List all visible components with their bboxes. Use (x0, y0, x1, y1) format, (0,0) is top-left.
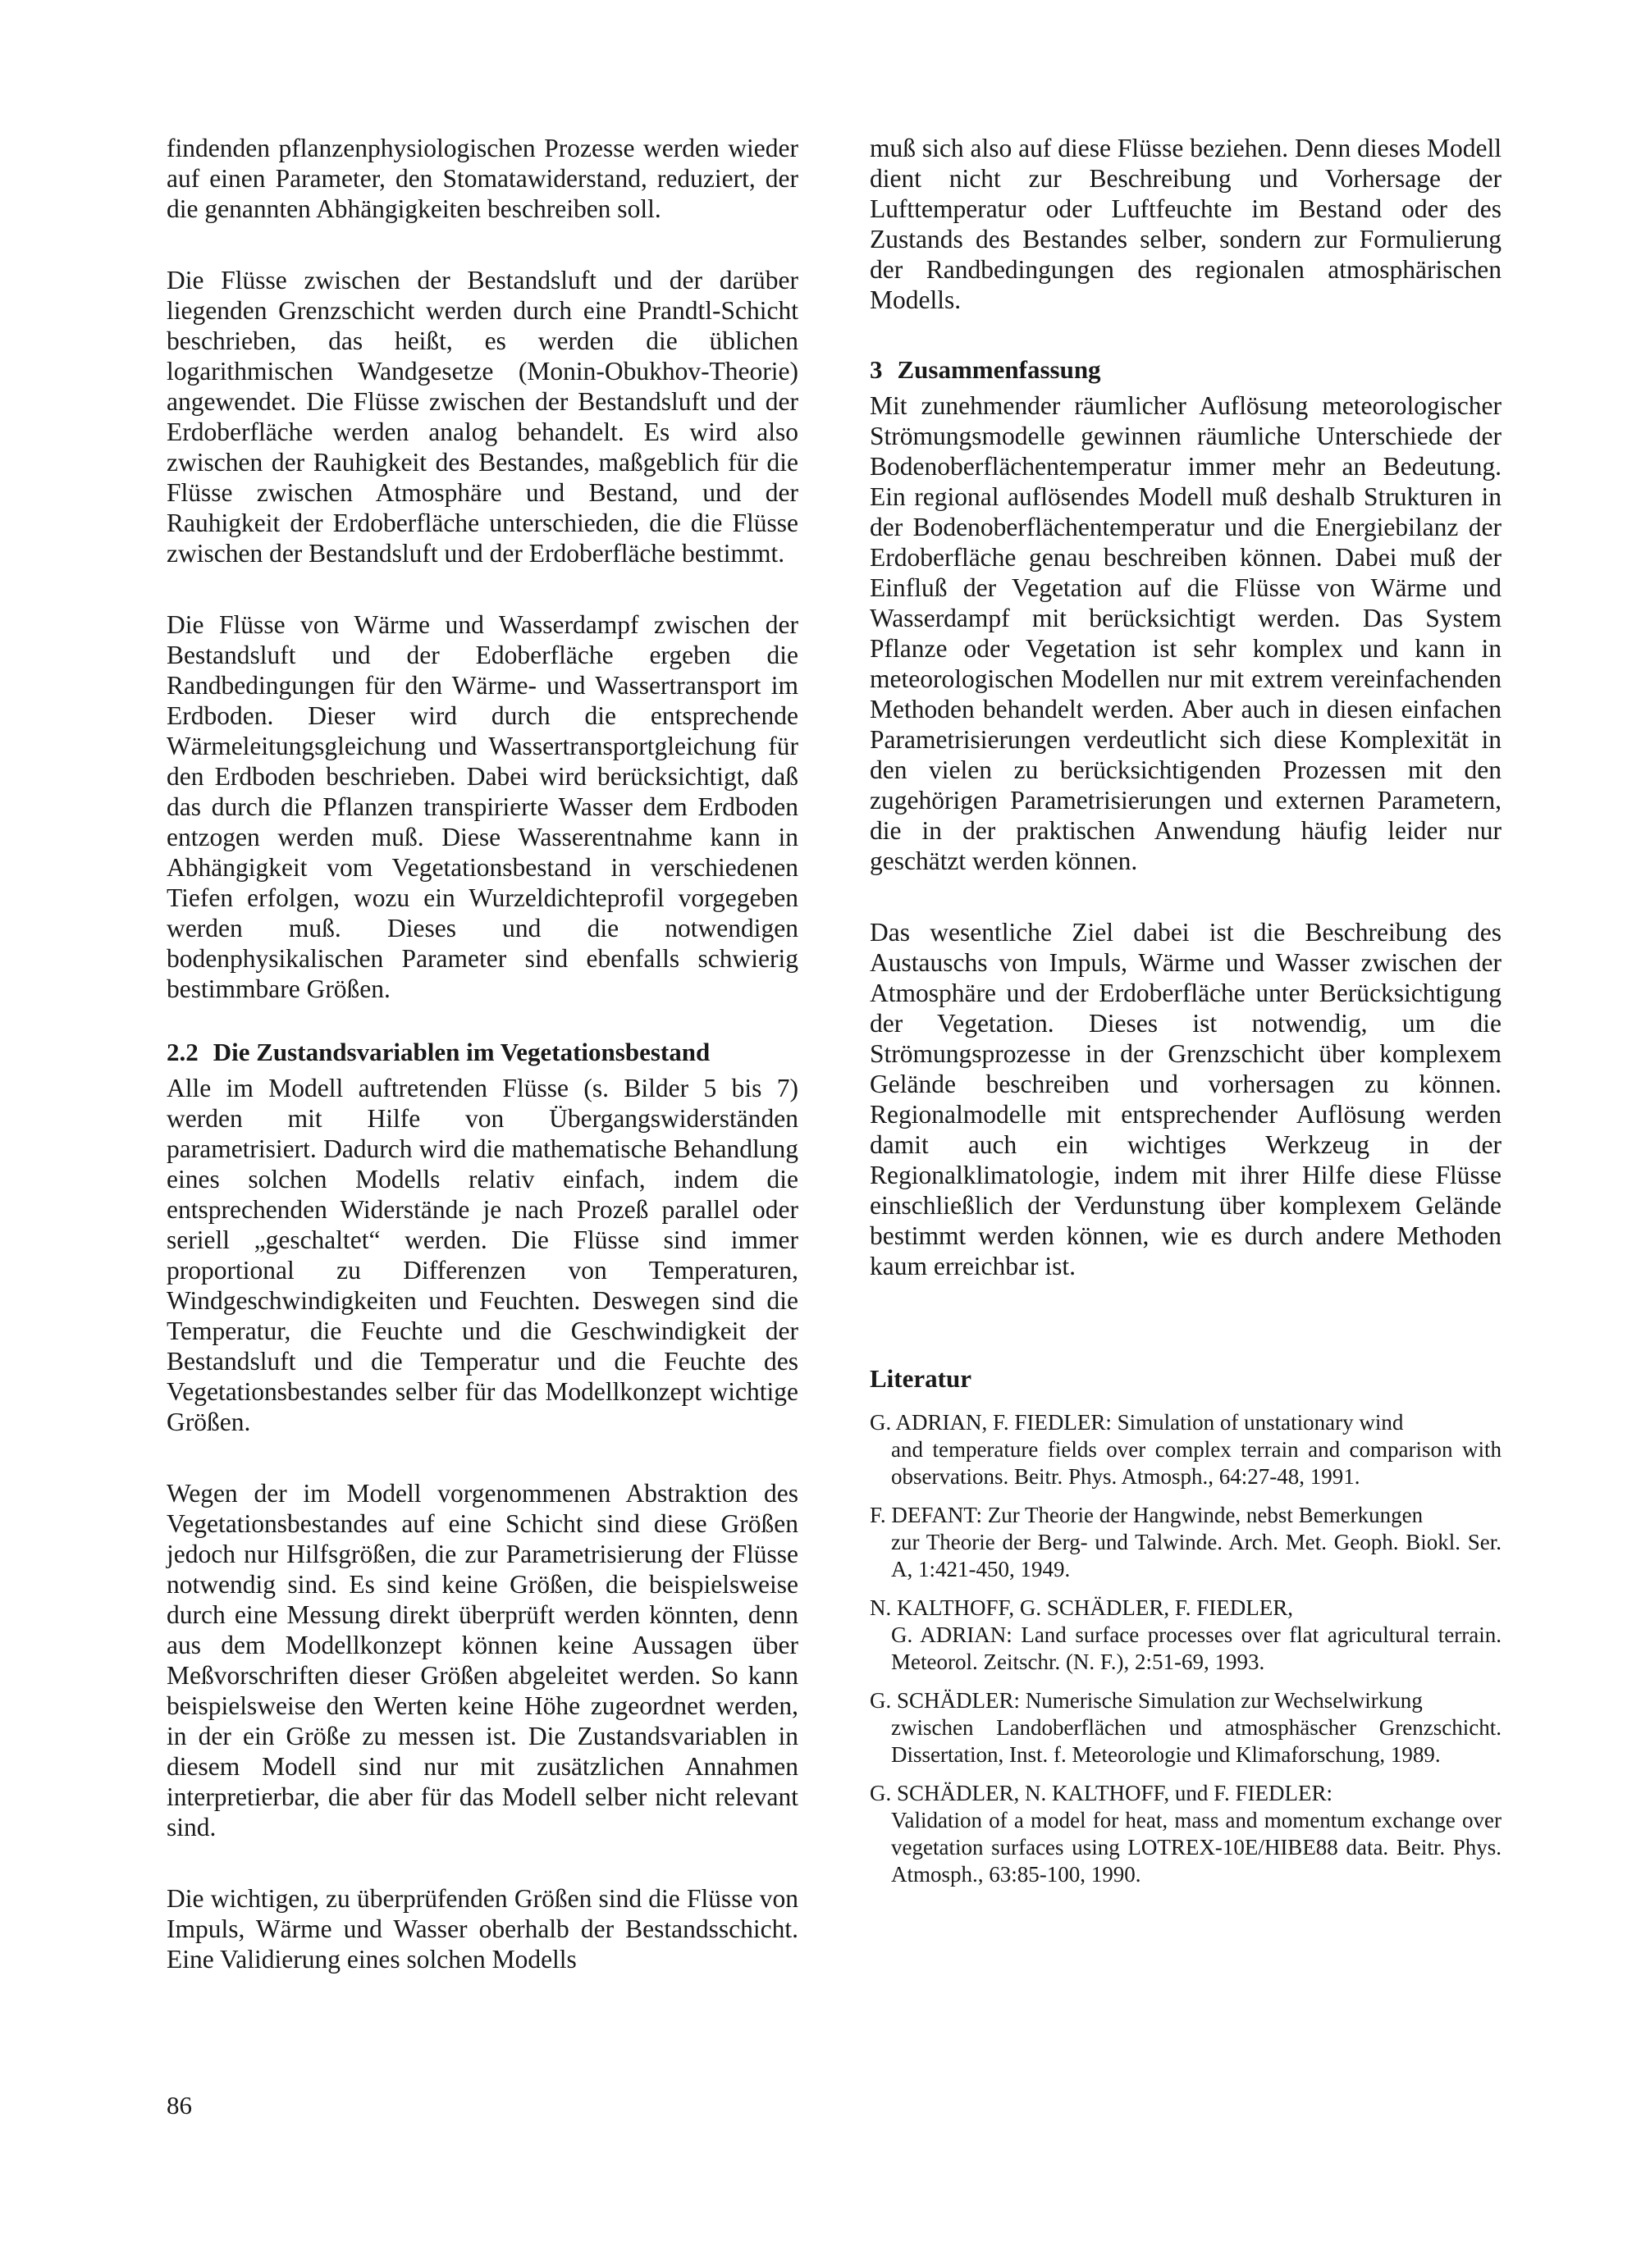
paragraph: muß sich also auf diese Flüsse beziehen. Denn dieses Modell dient nicht zur Beschreibung und Vorhersage der Lufttemperatur oder Luftfeuchte im Bestand oder des Zustands des Bestandes selber, sondern zur Formulierung der Randbedingungen des regionalen atmosphärischen Modells. (870, 134, 1502, 314)
section-number: 3 (870, 355, 883, 384)
paragraph: Mit zunehmender räumlicher Auflösung meteorologischer Strömungsmodelle gewinnen räumliche Unterschiede der Bodenoberflächentemperatur immer mehr an Bedeutung. Ein regional auflösendes Modell muß deshalb Strukturen in der Bodenoberflächentemperatur und die Energiebilanz der Erdoberfläche genau beschreiben können. Dabei muß der Einfluß der Vegetation auf die Flüsse von Wärme und Wasserdampf mit berücksichtigt werden. Das System Pflanze oder Vegetation ist sehr komplex und kann in meteorologischen Modellen nur mit extrem vereinfachenden Methoden behandelt werden. Aber auch in diesen einfachen Parametrisierungen verdeutlicht sich diese Komplexität in den vielen zu berücksichtigenden Prozessen mit den zugehörigen Parametrisierungen und externen Parametern, die in der praktischen Anwendung häufig leider nur geschätzt werden können. (870, 391, 1502, 875)
reference-lead: G. ADRIAN, F. FIEDLER: Simulation of unstationary wind (870, 1410, 1404, 1435)
right-column (870, 133, 1502, 1900)
paragraph: Die wichtigen, zu überprüfenden Größen sind die Flüsse von Impuls, Wärme und Wasser oberhalb der Bestandsschicht. Eine Validierung eines solchen Modells (167, 1884, 798, 1974)
reference-lead: N. KALTHOFF, G. SCHÄDLER, F. FIEDLER, (870, 1595, 1293, 1620)
reference-item (870, 1780, 1502, 1888)
section-heading (167, 1037, 798, 1068)
literature-heading: Literatur (870, 1364, 971, 1393)
section-title: Zusammenfassung (897, 355, 1101, 384)
reference-rest: zur Theorie der Berg- und Talwinde. Arch. Met. Geoph. Biokl. Ser. A, 1:421-450, 1949. (891, 1530, 1502, 1581)
section-number: 2.2 (167, 1038, 199, 1066)
page-number: 86 (167, 2091, 192, 2120)
paragraph: Die Flüsse von Wärme und Wasserdampf zwischen der Bestandsluft und der Edoberfläche ergeben die Randbedingungen für den Wärme- und Wassertransport im Erdboden. Dieser wird durch die entsprechende Wärmeleitungsgleichung und Wassertransportgleichung für den Erdboden beschrieben. Dabei wird berücksichtigt, daß das durch die Pflanzen transpirierte Wasser dem Erdboden entzogen werden muß. Diese Wasserentnahme kann in Abhängigkeit vom Vegetationsbestand in verschiedenen Tiefen erfolgen, wozu ein Wurzeldichteprofil vorgegeben werden muß. Dieses und die notwendigen bodenphysikalischen Parameter sind ebenfalls schwierig bestimmbare Größen. (167, 610, 798, 1003)
paragraph: Alle im Modell auftretenden Flüsse (s. Bilder 5 bis 7) werden mit Hilfe von Übergangswiderständen parametrisiert. Dadurch wird die mathematische Behandlung eines solchen Modells relativ einfach, indem die entsprechenden Widerstände je nach Prozeß parallel oder seriell „geschaltet“ werden. Die Flüsse sind immer proportional zu Differenzen von Temperaturen, Windgeschwindigkeiten und Feuchten. Deswegen sind die Temperatur, die Feuchte und die Geschwindigkeit der Bestandsluft und die Temperatur und die Feuchte des Vegetationsbestandes selber für das Modellkonzept wichtige Größen. (167, 1074, 798, 1436)
reference-item (870, 1502, 1502, 1583)
reference-rest: Validation of a model for heat, mass and momentum exchange over vegetation surfaces using LOTREX-10E/HIBE88 data. Beitr. Phys. Atmosph., 63:85-100, 1990. (891, 1808, 1502, 1887)
section-heading (870, 354, 1502, 386)
reference-rest: G. ADRIAN: Land surface processes over flat agricultural terrain. Meteorol. Zeitschr. (N. F.), 2:51-69, 1993. (891, 1622, 1502, 1674)
reference-rest: and temperature fields over complex terrain and comparison with observations. Beitr. Phys. Atmosph., 64:27-48, 1991. (891, 1437, 1502, 1489)
paragraph: Das wesentliche Ziel dabei ist die Beschreibung des Austauschs von Impuls, Wärme und Wasser zwischen der Atmosphäre und der Erdoberfläche unter Berücksichtigung der Vegetation. Dieses ist notwendig, um die Strömungsprozesse in der Grenzschicht über komplexem Gelände beschreiben und vorhersagen zu können. Regionalmodelle mit entsprechender Auflösung werden damit auch ein wichtiges Werkzeug in der Regionalklimatologie, indem mit ihrer Hilfe diese Flüsse einschließlich der Verdunstung über komplexem Gelände bestimmt werden können, wie es durch andere Methoden kaum erreichbar ist. (870, 918, 1502, 1280)
reference-item (870, 1687, 1502, 1768)
paragraph: findenden pflanzenphysiologischen Prozesse werden wieder auf einen Parameter, den Stomatawiderstand, reduziert, der die genannten Abhängigkeiten beschreiben soll. (167, 134, 798, 223)
left-column (167, 133, 798, 1974)
paragraph: Wegen der im Modell vorgenommenen Abstraktion des Vegetationsbestandes auf eine Schicht sind diese Größen jedoch nur Hilfsgrößen, die zur Parametrisierung der Flüsse notwendig sind. Es sind keine Größen, die beispielsweise durch eine Messung direkt überprüft werden könnten, denn aus dem Modellkonzept können keine Aussagen über Meßvorschriften dieser Größen abgeleitet werden. So kann beispielsweise den Werten keine Höhe zugeordnet werden, in der ein Größe zu messen ist. Die Zustandsvariablen in diesem Modell sind nur mit zusätzlichen Annahmen interpretierbar, die aber für das Modell selber nicht relevant sind. (167, 1479, 798, 1841)
paragraph: Die Flüsse zwischen der Bestandsluft und der darüber liegenden Grenzschicht werden durch eine Prandtl-Schicht beschrieben, das heißt, es werden die üblichen logarithmischen Wandgesetze (Monin-Obukhov-Theorie) angewendet. Die Flüsse zwischen der Bestandsluft und der Erdoberfläche werden analog behandelt. Es wird also zwischen der Rauhigkeit des Bestandes, maßgeblich für die Flüsse zwischen Atmosphäre und Bestand, und der Rauhigkeit der Erdoberfläche unterschieden, die die Flüsse zwischen der Bestandsluft und der Erdoberfläche bestimmt. (167, 266, 798, 568)
reference-lead: G. SCHÄDLER: Numerische Simulation zur Wechselwirkung (870, 1688, 1423, 1713)
reference-list (870, 1409, 1502, 1888)
reference-lead: F. DEFANT: Zur Theorie der Hangwinde, nebst Bemerkungen (870, 1503, 1424, 1527)
section-title: Die Zustandsvariablen im Vegetationsbestand (213, 1038, 711, 1066)
reference-item (870, 1595, 1502, 1676)
reference-item (870, 1409, 1502, 1490)
reference-rest: zwischen Landoberflächen und atmosphäscher Grenzschicht. Dissertation, Inst. f. Meteorologie und Klimaforschung, 1989. (891, 1715, 1502, 1767)
reference-lead: G. SCHÄDLER, N. KALTHOFF, und F. FIEDLER: (870, 1781, 1332, 1805)
